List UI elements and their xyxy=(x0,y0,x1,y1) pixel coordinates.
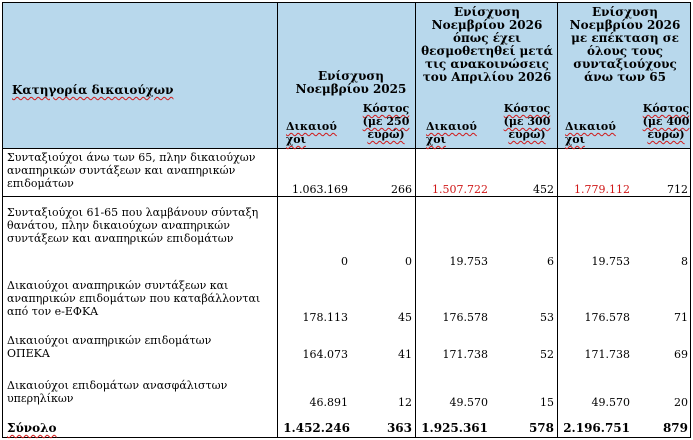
total-beneficiaries: 1.452.246 xyxy=(283,421,350,435)
table-border-bottom xyxy=(2,437,691,438)
total-beneficiaries: 2.196.751 xyxy=(563,421,630,435)
table-cell-cost: 20 xyxy=(674,396,688,409)
cost-header-2: Κόστος (με 300 ευρώ) xyxy=(503,102,551,141)
beneficiaries-table xyxy=(2,2,691,438)
column-divider-1 xyxy=(277,2,278,438)
table-cell-cost: 52 xyxy=(540,348,554,361)
table-cell-cost: 0 xyxy=(405,255,412,268)
table-cell-cost: 6 xyxy=(547,255,554,268)
table-cell-beneficiaries: 19.753 xyxy=(449,255,488,268)
table-cell-cost: 452 xyxy=(533,183,554,196)
column-divider-2 xyxy=(415,2,416,438)
header-separator xyxy=(2,148,691,149)
table-cell-beneficiaries: 176.578 xyxy=(584,311,630,324)
beneficiaries-header-1: Δικαιού χοι xyxy=(286,120,337,146)
table-cell-cost: 41 xyxy=(398,348,412,361)
table-cell-beneficiaries: 0 xyxy=(341,255,348,268)
table-cell-cost: 69 xyxy=(674,348,688,361)
group1-title: Ενίσχυση Νοεμβρίου 2025 xyxy=(295,69,407,96)
table-cell-beneficiaries: 49.570 xyxy=(591,396,630,409)
column-divider-3 xyxy=(557,2,558,438)
table-cell-cost: 15 xyxy=(540,396,554,409)
row-separator xyxy=(2,196,691,197)
group2-title: Ενίσχυση Νοεμβρίου 2026 όπως έχει θεσμοθετηθεί μετά τις ανακοινώσεις του Απριλίου 2026 xyxy=(421,5,553,84)
table-cell-cost: 71 xyxy=(674,311,688,324)
table-cell-beneficiaries: 178.113 xyxy=(302,311,348,324)
total-beneficiaries: 1.925.361 xyxy=(421,421,488,435)
table-border-left xyxy=(2,2,3,438)
table-cell-beneficiaries: 19.753 xyxy=(591,255,630,268)
cost-header-1: Κόστος (με 250 ευρώ) xyxy=(362,102,410,141)
table-row-label: Δικαιούχοι επιδομάτων ανασφάλιστων υπερηλίκων xyxy=(7,379,228,405)
group3-title: Ενίσχυση Νοεμβρίου 2026 με επέκταση σε όλους τους συνταξιούχους άνω των 65 xyxy=(569,5,681,84)
table-cell-beneficiaries: 49.570 xyxy=(449,396,488,409)
table-cell-cost: 8 xyxy=(681,255,688,268)
table-border-top xyxy=(2,2,691,3)
table-row-label: Συνταξιούχοι 61-65 που λαμβάνουν σύνταξη θανάτου, πλην δικαιούχων αναπηρικών συντάξεων και αναπηρικών επιδομάτων xyxy=(7,206,259,245)
table-row-label: Δικαιούχοι αναπηρικών συντάξεων και αναπηρικών επιδομάτων που καταβάλλονται από τον e-ΕΦΚΑ xyxy=(7,279,261,318)
table-row-label: Συνταξιούχοι άνω των 65, πλην δικαιούχων αναπηρικών συντάξεων και αναπηρικών επιδομάτων xyxy=(7,151,256,190)
table-cell-cost: 266 xyxy=(391,183,412,196)
header-bg-category xyxy=(2,2,277,148)
table-cell-cost: 712 xyxy=(667,183,688,196)
table-cell-beneficiaries: 164.073 xyxy=(302,348,348,361)
table-cell-beneficiaries: 1.063.169 xyxy=(292,183,348,196)
total-label: Σύνολο xyxy=(7,421,57,435)
table-cell-cost: 53 xyxy=(540,311,554,324)
table-cell-beneficiaries: 1.507.722 xyxy=(432,183,488,196)
table-cell-cost: 12 xyxy=(398,396,412,409)
table-cell-beneficiaries: 1.779.112 xyxy=(574,183,630,196)
cost-header-3: Κόστος (με 400 ευρώ) xyxy=(642,102,690,141)
table-border-right xyxy=(690,2,691,438)
beneficiaries-header-3: Δικαιού χοι xyxy=(565,120,616,146)
table-cell-beneficiaries: 176.578 xyxy=(442,311,488,324)
table-cell-beneficiaries: 171.738 xyxy=(442,348,488,361)
table-cell-beneficiaries: 46.891 xyxy=(309,396,348,409)
total-cost: 578 xyxy=(528,421,554,435)
total-cost: 363 xyxy=(386,421,412,435)
table-cell-cost: 45 xyxy=(398,311,412,324)
table-row-label: Δικαιούχοι αναπηρικών επιδομάτων ΟΠΕΚΑ xyxy=(7,334,212,360)
total-cost: 879 xyxy=(662,421,688,435)
category-header: Κατηγορία δικαιούχων xyxy=(12,83,174,97)
table-cell-beneficiaries: 171.738 xyxy=(584,348,630,361)
beneficiaries-header-2: Δικαιού χοι xyxy=(426,120,477,146)
